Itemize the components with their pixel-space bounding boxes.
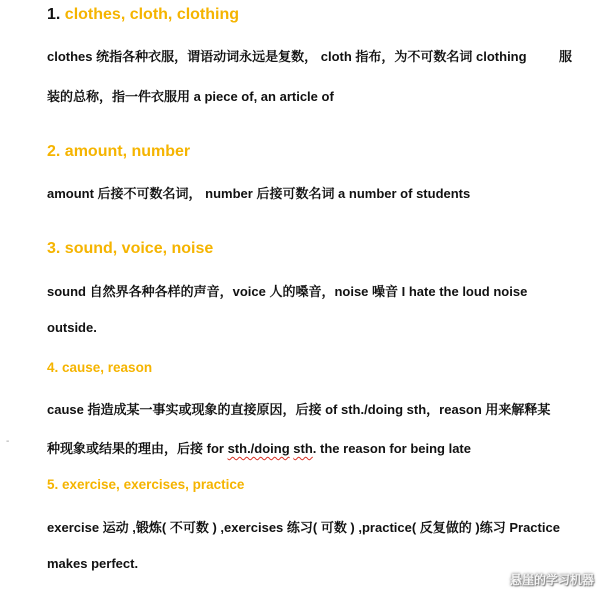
section-3-line-1: sound 自然界各种各样的声音，voice 人的嗓音，noise 噪音 I hate the loud noise (47, 284, 528, 299)
section-1-number: 1. (47, 6, 61, 23)
section-1-line-1-end: 服 (558, 49, 572, 64)
section-5-heading: 5. exercise, exercises, practice (47, 477, 245, 492)
section-4-line-2 (47, 438, 572, 457)
watermark: 悬崖的学习机器 (509, 573, 594, 587)
section-5-line-2: makes perfect. (47, 556, 139, 571)
section-4-line-2-part-a: 种现象或结果的理由，后接 for (47, 441, 228, 456)
section-3-heading: 3. sound, voice, noise (47, 240, 214, 257)
section-1-heading (47, 6, 572, 24)
section-1-line-1-text: clothes 统指各种衣服，谓语动词永远是复数， cloth 指布，为不可数名词 clothing (47, 49, 527, 64)
spellcheck-underline-1: sth./doing (227, 441, 290, 456)
margin-mark: - (6, 436, 10, 447)
section-3-line-2: outside. (47, 320, 97, 335)
section-4-line-1: cause 指造成某一事实或现象的直接原因，后接 of sth./doing sth，reason 用来解释某 (47, 402, 551, 417)
spellcheck-underline-2: sth (293, 441, 313, 456)
section-1-title: clothes, cloth, clothing (64, 6, 240, 23)
section-1-line-1 (47, 46, 572, 65)
section-2-heading: 2. amount, number (47, 143, 191, 160)
section-2-line-1: amount 后接不可数名词， number 后接可数名词 a number of students (47, 186, 471, 201)
section-1-line-2: 装的总称，指一件衣服用 a piece of, an article of (47, 89, 334, 104)
section-4-heading: 4. cause, reason (47, 360, 153, 375)
section-5-line-1: exercise 运动 ,锻炼( 不可数 ) ,exercises 练习( 可数 ) ,practice( 反复做的 )练习 Practice (47, 520, 560, 535)
section-4-line-2-part-e: . the reason for being late (312, 441, 471, 456)
